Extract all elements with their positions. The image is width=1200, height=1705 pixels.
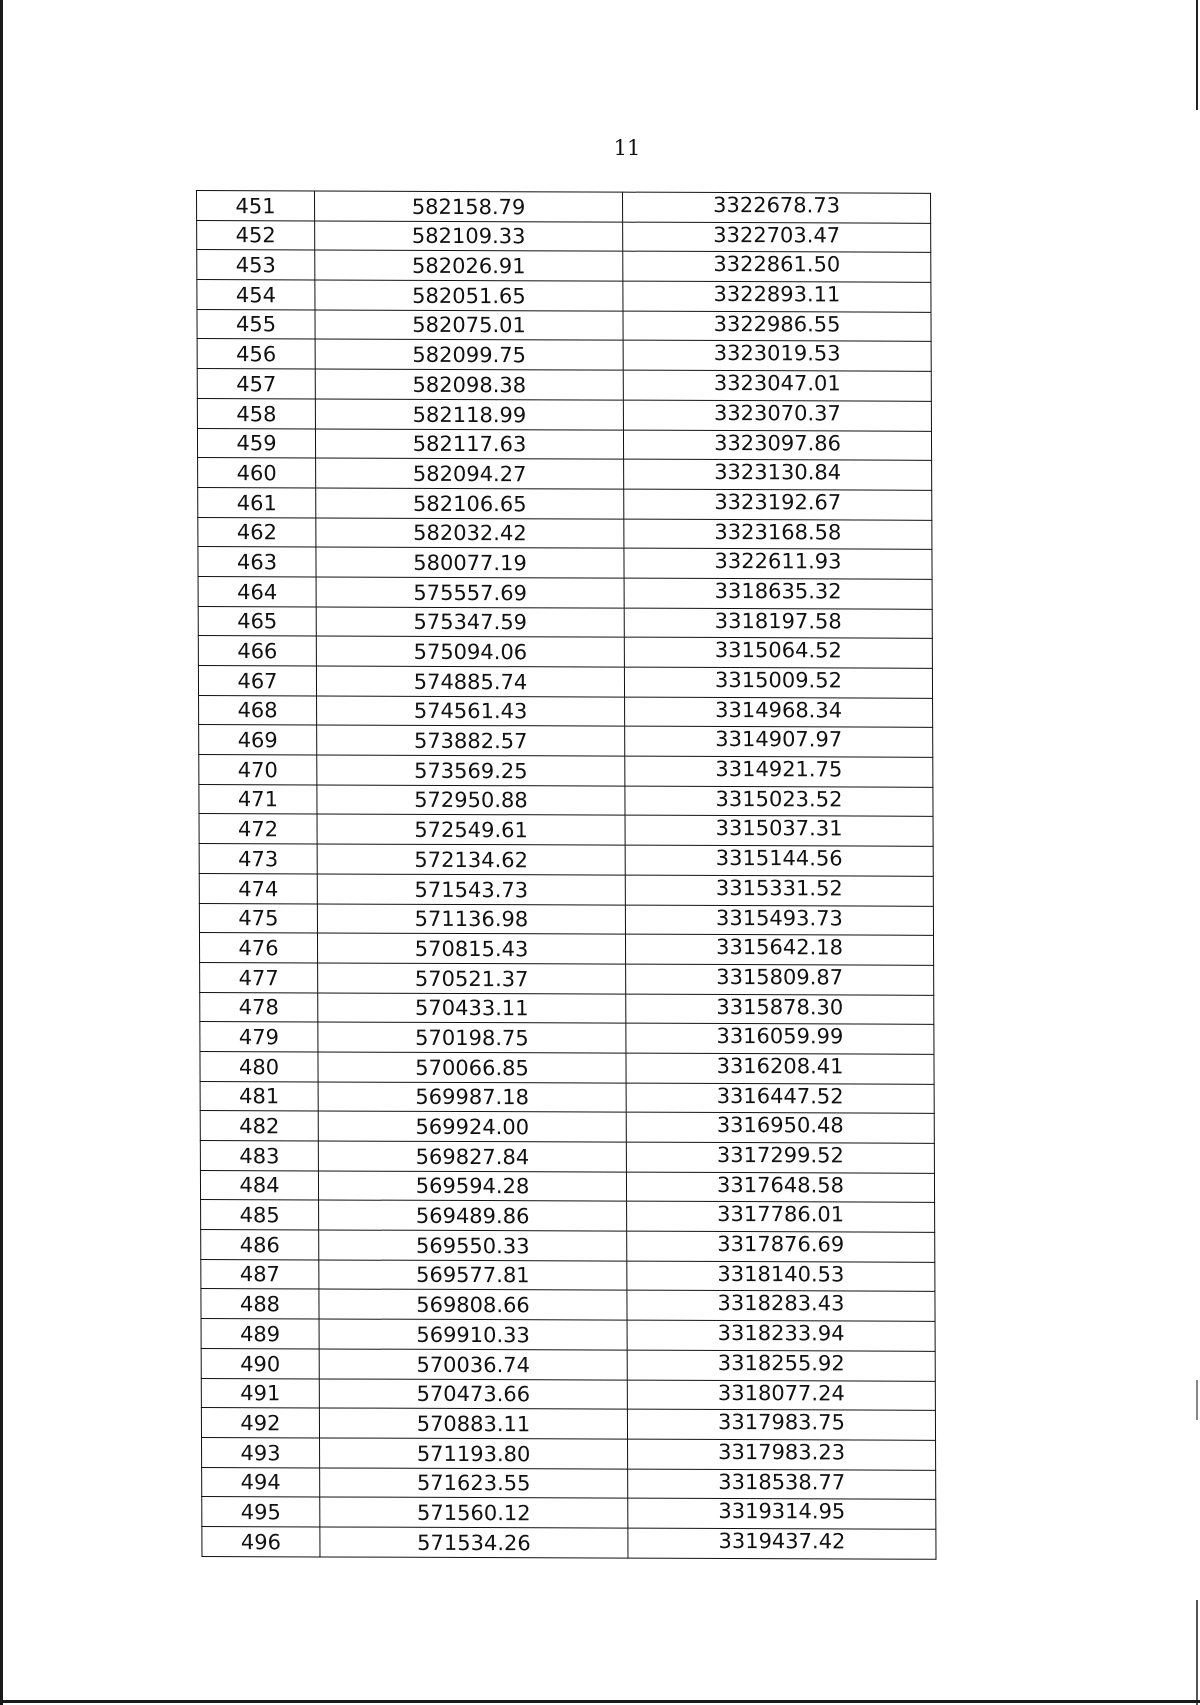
x-coordinate-cell: 569550.33: [319, 1230, 627, 1261]
table-row: [197, 250, 931, 283]
x-coordinate-cell: 582109.33: [315, 221, 623, 252]
table-row: [200, 1111, 934, 1144]
table-row: [201, 1319, 935, 1352]
y-coordinate-cell: 3315064.52: [624, 637, 932, 668]
point-number-cell: 490: [201, 1348, 319, 1378]
x-coordinate-cell: 569577.81: [319, 1260, 627, 1291]
table-row: [199, 873, 933, 906]
x-coordinate-cell: 569924.00: [318, 1111, 626, 1142]
x-coordinate-cell: 582098.38: [315, 369, 623, 400]
table-row: [197, 309, 931, 342]
y-coordinate-cell: 3318538.77: [628, 1469, 936, 1500]
y-coordinate-cell: 3315331.52: [625, 875, 933, 906]
x-coordinate-cell: 582026.91: [315, 250, 623, 281]
scan-border-right: [1196, 0, 1198, 1705]
point-number-cell: 491: [201, 1378, 319, 1408]
x-coordinate-cell: 572950.88: [317, 785, 625, 816]
table-row: [198, 576, 932, 609]
y-coordinate-cell: 3323019.53: [623, 341, 931, 372]
x-coordinate-cell: 570883.11: [319, 1408, 627, 1439]
x-coordinate-cell: 582118.99: [315, 399, 623, 430]
point-number-cell: 493: [202, 1437, 320, 1467]
y-coordinate-cell: 3322611.93: [624, 548, 932, 579]
table-row: [200, 1081, 934, 1114]
table-row: [202, 1497, 936, 1530]
x-coordinate-cell: 571136.98: [317, 903, 625, 934]
point-number-cell: 468: [199, 695, 317, 725]
y-coordinate-cell: 3323130.84: [624, 459, 932, 490]
x-coordinate-cell: 571534.26: [320, 1527, 628, 1558]
point-number-cell: 464: [198, 576, 316, 606]
x-coordinate-cell: 570198.75: [318, 1022, 626, 1053]
x-coordinate-cell: 569489.86: [319, 1200, 627, 1231]
scan-border-bottom: [0, 1700, 1200, 1703]
y-coordinate-cell: 3323168.58: [624, 519, 932, 550]
point-number-cell: 488: [201, 1289, 319, 1319]
point-number-cell: 472: [199, 814, 317, 844]
table-row: [200, 1051, 934, 1084]
y-coordinate-cell: 3322893.11: [623, 281, 931, 312]
x-coordinate-cell: 582094.27: [316, 458, 624, 489]
y-coordinate-cell: 3318140.53: [627, 1261, 935, 1292]
point-number-cell: 470: [199, 755, 317, 785]
coordinate-table-container: [196, 190, 936, 1559]
table-row: [200, 992, 934, 1025]
table-row: [198, 665, 932, 698]
point-number-cell: 473: [199, 844, 317, 874]
table-row: [199, 695, 933, 728]
y-coordinate-cell: 3318197.58: [624, 608, 932, 639]
scan-border-left: [0, 0, 3, 1705]
point-number-cell: 495: [202, 1497, 320, 1527]
x-coordinate-cell: 569987.18: [318, 1082, 626, 1113]
point-number-cell: 462: [198, 517, 316, 547]
x-coordinate-cell: 569827.84: [318, 1141, 626, 1172]
point-number-cell: 485: [201, 1200, 319, 1230]
table-row: [197, 280, 931, 313]
x-coordinate-cell: 573569.25: [317, 755, 625, 786]
y-coordinate-cell: 3318233.94: [627, 1320, 935, 1351]
x-coordinate-cell: 574885.74: [316, 666, 624, 697]
x-coordinate-cell: 580077.19: [316, 547, 624, 578]
coordinate-table: [196, 190, 937, 1559]
y-coordinate-cell: 3323047.01: [623, 370, 931, 401]
table-row: [201, 1289, 935, 1322]
x-coordinate-cell: 582106.65: [316, 488, 624, 519]
y-coordinate-cell: 3315037.31: [625, 816, 933, 847]
y-coordinate-cell: 3316447.52: [626, 1083, 934, 1114]
point-number-cell: 455: [197, 309, 315, 339]
table-row: [202, 1526, 936, 1559]
y-coordinate-cell: 3315144.56: [625, 845, 933, 876]
table-row: [201, 1378, 935, 1411]
point-number-cell: 467: [198, 665, 316, 695]
table-row: [199, 725, 933, 758]
y-coordinate-cell: 3318077.24: [627, 1380, 935, 1411]
y-coordinate-cell: 3318283.43: [627, 1291, 935, 1322]
table-row: [198, 606, 932, 639]
table-row: [198, 636, 932, 669]
y-coordinate-cell: 3319314.95: [628, 1498, 936, 1529]
point-number-cell: 454: [197, 280, 315, 310]
x-coordinate-cell: 570815.43: [317, 933, 625, 964]
table-row: [201, 1230, 935, 1263]
table-row: [201, 1408, 935, 1441]
table-row: [202, 1437, 936, 1470]
y-coordinate-cell: 3323097.86: [623, 430, 931, 461]
y-coordinate-cell: 3316208.41: [626, 1053, 934, 1084]
point-number-cell: 477: [200, 962, 318, 992]
point-number-cell: 482: [200, 1111, 318, 1141]
x-coordinate-cell: 570036.74: [319, 1349, 627, 1380]
table-row: [199, 814, 933, 847]
x-coordinate-cell: 570473.66: [319, 1378, 627, 1409]
page-number: 11: [613, 136, 641, 160]
table-row: [197, 369, 931, 402]
y-coordinate-cell: 3315809.87: [626, 964, 934, 995]
y-coordinate-cell: 3317299.52: [626, 1142, 934, 1173]
table-row: [201, 1200, 935, 1233]
x-coordinate-cell: 582051.65: [315, 280, 623, 311]
point-number-cell: 481: [200, 1081, 318, 1111]
table-row: [199, 784, 933, 817]
y-coordinate-cell: 3318255.92: [627, 1350, 935, 1381]
point-number-cell: 494: [202, 1467, 320, 1497]
x-coordinate-cell: 570066.85: [318, 1052, 626, 1083]
y-coordinate-cell: 3322861.50: [623, 252, 931, 283]
y-coordinate-cell: 3317786.01: [627, 1202, 935, 1233]
y-coordinate-cell: 3317648.58: [626, 1172, 934, 1203]
x-coordinate-cell: 573882.57: [317, 725, 625, 756]
point-number-cell: 469: [199, 725, 317, 755]
y-coordinate-cell: 3315009.52: [624, 667, 932, 698]
y-coordinate-cell: 3314921.75: [625, 756, 933, 787]
y-coordinate-cell: 3314968.34: [625, 697, 933, 728]
point-number-cell: 479: [200, 1022, 318, 1052]
y-coordinate-cell: 3315023.52: [625, 786, 933, 817]
y-coordinate-cell: 3318635.32: [624, 578, 932, 609]
y-coordinate-cell: 3315878.30: [626, 994, 934, 1025]
y-coordinate-cell: 3317983.23: [628, 1439, 936, 1470]
point-number-cell: 460: [198, 458, 316, 488]
point-number-cell: 486: [201, 1230, 319, 1260]
point-number-cell: 466: [198, 636, 316, 666]
x-coordinate-cell: 575347.59: [316, 607, 624, 638]
table-row: [198, 487, 932, 520]
y-coordinate-cell: 3319437.42: [628, 1528, 936, 1559]
point-number-cell: 496: [202, 1526, 320, 1556]
x-coordinate-cell: 571193.80: [320, 1438, 628, 1469]
point-number-cell: 483: [200, 1140, 318, 1170]
table-row: [197, 398, 931, 431]
y-coordinate-cell: 3322986.55: [623, 311, 931, 342]
table-row: [201, 1259, 935, 1292]
x-coordinate-cell: 582032.42: [316, 518, 624, 549]
y-coordinate-cell: 3322703.47: [623, 222, 931, 253]
point-number-cell: 475: [199, 903, 317, 933]
point-number-cell: 465: [198, 606, 316, 636]
point-number-cell: 492: [201, 1408, 319, 1438]
x-coordinate-cell: 572134.62: [317, 844, 625, 875]
y-coordinate-cell: 3322678.73: [623, 192, 931, 223]
x-coordinate-cell: 582099.75: [315, 339, 623, 370]
table-row: [200, 1022, 934, 1055]
table-row: [200, 1140, 934, 1173]
point-number-cell: 451: [197, 191, 315, 221]
point-number-cell: 474: [199, 873, 317, 903]
x-coordinate-cell: 572549.61: [317, 814, 625, 845]
table-row: [198, 517, 932, 550]
point-number-cell: 461: [198, 487, 316, 517]
table-row: [199, 933, 933, 966]
point-number-cell: 457: [197, 369, 315, 399]
x-coordinate-cell: 571543.73: [317, 874, 625, 905]
table-row: [199, 755, 933, 788]
y-coordinate-cell: 3315493.73: [625, 905, 933, 936]
y-coordinate-cell: 3323192.67: [624, 489, 932, 520]
point-number-cell: 484: [200, 1170, 318, 1200]
point-number-cell: 453: [197, 250, 315, 280]
table-row: [197, 191, 931, 224]
x-coordinate-cell: 570521.37: [318, 963, 626, 994]
table-row: [198, 458, 932, 491]
x-coordinate-cell: 570433.11: [318, 993, 626, 1024]
table-row: [198, 547, 932, 580]
y-coordinate-cell: 3317983.75: [627, 1409, 935, 1440]
point-number-cell: 489: [201, 1319, 319, 1349]
y-coordinate-cell: 3317876.69: [627, 1231, 935, 1262]
y-coordinate-cell: 3323070.37: [623, 400, 931, 431]
x-coordinate-cell: 571623.55: [320, 1468, 628, 1499]
x-coordinate-cell: 571560.12: [320, 1497, 628, 1528]
point-number-cell: 487: [201, 1259, 319, 1289]
point-number-cell: 476: [199, 933, 317, 963]
x-coordinate-cell: 582158.79: [315, 191, 623, 222]
table-row: [197, 339, 931, 372]
point-number-cell: 458: [197, 398, 315, 428]
y-coordinate-cell: 3315642.18: [625, 934, 933, 965]
table-row: [200, 962, 934, 995]
x-coordinate-cell: 582117.63: [315, 428, 623, 459]
table-row: [197, 428, 931, 461]
point-number-cell: 480: [200, 1051, 318, 1081]
x-coordinate-cell: 575557.69: [316, 577, 624, 608]
x-coordinate-cell: 569594.28: [318, 1171, 626, 1202]
y-coordinate-cell: 3316950.48: [626, 1112, 934, 1143]
point-number-cell: 471: [199, 784, 317, 814]
table-row: [200, 1170, 934, 1203]
coordinate-table-body: [197, 191, 936, 1559]
x-coordinate-cell: 582075.01: [315, 310, 623, 341]
table-row: [199, 844, 933, 877]
x-coordinate-cell: 575094.06: [316, 636, 624, 667]
table-row: [202, 1467, 936, 1500]
x-coordinate-cell: 569808.66: [319, 1289, 627, 1320]
x-coordinate-cell: 574561.43: [317, 696, 625, 727]
x-coordinate-cell: 569910.33: [319, 1319, 627, 1350]
y-coordinate-cell: 3314907.97: [625, 727, 933, 758]
table-row: [199, 903, 933, 936]
point-number-cell: 456: [197, 339, 315, 369]
point-number-cell: 463: [198, 547, 316, 577]
y-coordinate-cell: 3316059.99: [626, 1023, 934, 1054]
point-number-cell: 478: [200, 992, 318, 1022]
table-row: [201, 1348, 935, 1381]
table-row: [197, 220, 931, 253]
point-number-cell: 452: [197, 220, 315, 250]
point-number-cell: 459: [197, 428, 315, 458]
